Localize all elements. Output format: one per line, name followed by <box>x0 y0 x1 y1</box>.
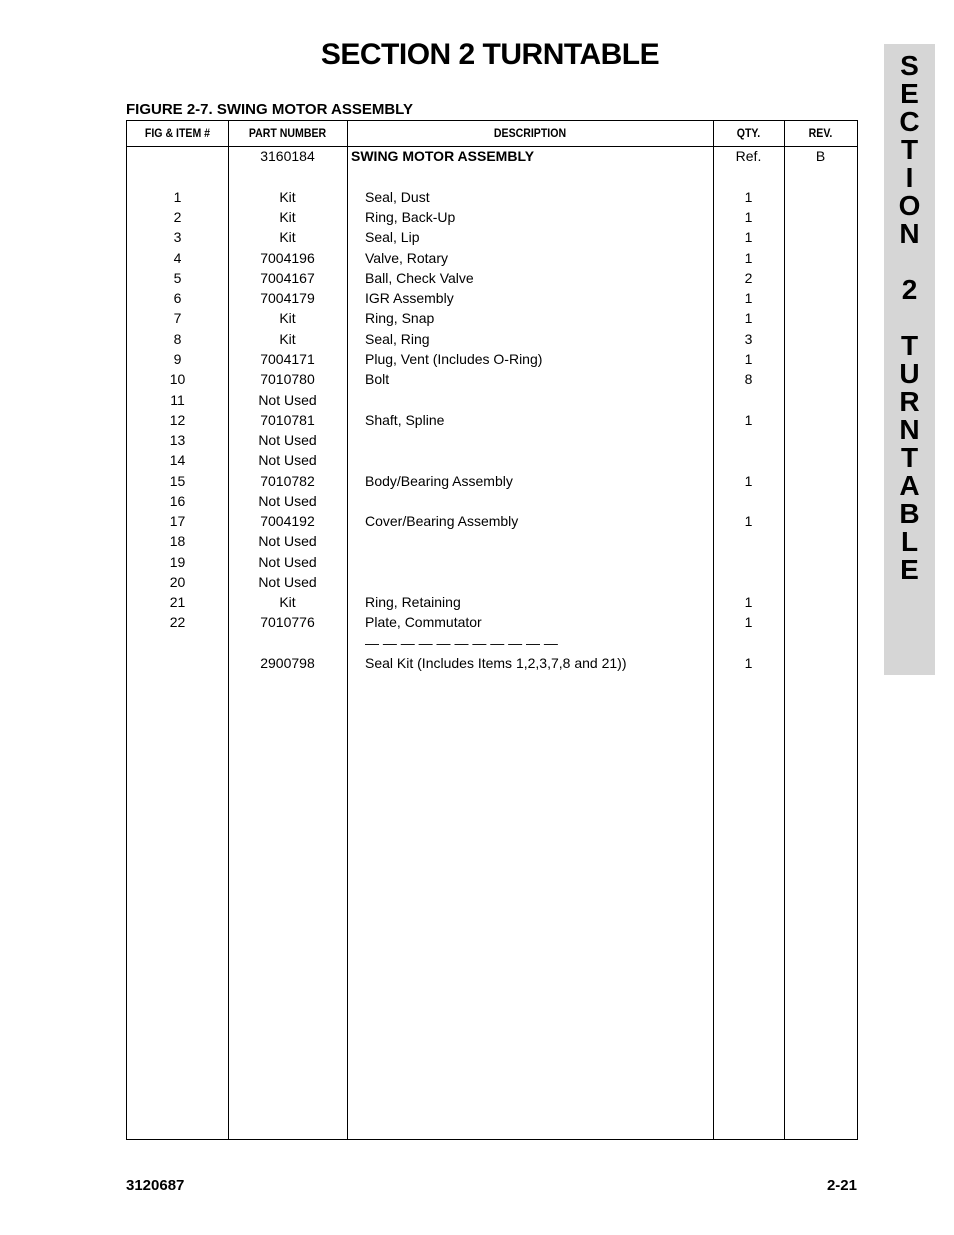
part-number-cell: Kit <box>279 310 296 326</box>
table-row <box>127 329 857 349</box>
table-row <box>127 450 857 470</box>
side-tab-letter: C <box>899 106 920 137</box>
fig-item-cell: 19 <box>169 554 186 570</box>
part-number-cell: Kit <box>279 229 296 245</box>
qty-cell: 1 <box>744 250 753 266</box>
side-tab-letter: U <box>899 358 920 389</box>
description-cell: Seal, Ring <box>365 331 430 347</box>
fig-item-cell: 12 <box>169 412 186 428</box>
fig-item-cell: 22 <box>169 614 186 630</box>
table-row <box>127 531 857 551</box>
table-row <box>127 227 857 247</box>
table-row <box>127 146 857 166</box>
qty-cell: 1 <box>744 310 753 326</box>
part-number-cell: Not Used <box>258 574 317 590</box>
header-rev: REV. <box>808 126 833 140</box>
header-part-number: PART NUMBER <box>248 126 327 140</box>
qty-cell: 1 <box>744 209 753 225</box>
table-header <box>127 121 857 147</box>
part-number-cell: Not Used <box>258 493 317 509</box>
part-number-cell: 7004192 <box>260 513 315 529</box>
description-cell: Valve, Rotary <box>365 250 448 266</box>
qty-cell: 1 <box>744 351 753 367</box>
fig-item-cell: 4 <box>173 250 182 266</box>
qty-cell: 1 <box>744 513 753 529</box>
section-title: SECTION 2 TURNTABLE <box>320 38 660 71</box>
table-row <box>127 268 857 288</box>
fig-item-cell: 9 <box>173 351 182 367</box>
side-tab-letter: T <box>900 442 919 473</box>
table-row <box>127 592 857 612</box>
side-tab-letter: I <box>905 162 914 193</box>
part-number-cell: Not Used <box>258 432 317 448</box>
qty-cell: 8 <box>744 371 753 387</box>
qty-cell: 1 <box>744 594 753 610</box>
description-cell: Bolt <box>365 371 390 387</box>
side-tab-letter: E <box>900 554 919 585</box>
fig-item-cell: 5 <box>173 270 182 286</box>
description-cell: Shaft, Spline <box>365 412 445 428</box>
table-row <box>127 633 857 653</box>
description-cell: Seal Kit (Includes Items 1,2,3,7,8 and 21)) <box>365 655 627 671</box>
description-cell: Ring, Snap <box>365 310 435 326</box>
part-number-cell: Not Used <box>258 533 317 549</box>
fig-item-cell: 18 <box>169 533 186 549</box>
table-row <box>127 653 857 673</box>
table-row <box>127 572 857 592</box>
fig-item-cell: 2 <box>173 209 182 225</box>
table-row <box>127 390 857 410</box>
part-number-cell: 7004167 <box>260 270 315 286</box>
table-row <box>127 369 857 389</box>
table-row <box>127 248 857 268</box>
figure-title: FIGURE 2-7. SWING MOTOR ASSEMBLY <box>126 101 413 118</box>
side-tab-letter: O <box>898 190 921 221</box>
fig-item-cell: 10 <box>169 371 186 387</box>
section-side-tab <box>884 44 935 675</box>
part-number-cell: Not Used <box>258 452 317 468</box>
fig-item-cell: 1 <box>173 189 182 205</box>
description-cell: Plug, Vent (Includes O-Ring) <box>365 351 543 367</box>
side-tab-letter: 2 <box>901 274 918 305</box>
description-cell: Plate, Commutator <box>365 614 482 630</box>
fig-item-cell: 8 <box>173 331 182 347</box>
qty-cell: 1 <box>744 655 753 671</box>
side-tab-letter: N <box>899 414 920 445</box>
qty-cell: 1 <box>744 473 753 489</box>
side-tab-letter: T <box>900 134 919 165</box>
fig-item-cell: 11 <box>170 392 185 408</box>
description-cell: Ring, Back-Up <box>365 209 456 225</box>
description-cell: Body/Bearing Assembly <box>365 473 513 489</box>
description-cell: — — — — — — — — — — — <box>365 635 558 651</box>
description-cell: Cover/Bearing Assembly <box>365 513 519 529</box>
side-tab-letter: S <box>900 50 919 81</box>
table-row <box>127 430 857 450</box>
part-number-cell: Not Used <box>258 554 317 570</box>
part-number-cell: Not Used <box>258 392 317 408</box>
part-number-cell: 7010782 <box>260 473 315 489</box>
side-tab-letter: T <box>900 330 919 361</box>
qty-cell: 2 <box>744 270 753 286</box>
header-fig-item: FIG & ITEM # <box>144 126 211 140</box>
description-cell: SWING MOTOR ASSEMBLY <box>351 148 535 164</box>
part-number-cell: 7004179 <box>260 290 315 306</box>
parts-table <box>126 120 858 1140</box>
fig-item-cell: 21 <box>169 594 186 610</box>
document-number: 3120687 <box>126 1177 185 1194</box>
fig-item-cell: 6 <box>173 290 182 306</box>
part-number-cell: Kit <box>279 594 296 610</box>
description-cell: Seal, Dust <box>365 189 430 205</box>
side-tab-letter: A <box>899 470 920 501</box>
qty-cell: 1 <box>744 290 753 306</box>
side-tab-letter: L <box>900 526 919 557</box>
page-number: 2-21 <box>826 1177 857 1194</box>
qty-cell: 1 <box>744 229 753 245</box>
part-number-cell: 2900798 <box>260 655 315 671</box>
description-cell: Ball, Check Valve <box>365 270 474 286</box>
qty-cell: 1 <box>744 189 753 205</box>
table-row <box>127 308 857 328</box>
table-row <box>127 410 857 430</box>
table-row <box>127 511 857 531</box>
fig-item-cell: 20 <box>169 574 186 590</box>
side-tab-letter: B <box>899 498 920 529</box>
table-row <box>127 491 857 511</box>
table-row <box>127 207 857 227</box>
header-description: DESCRIPTION <box>493 126 567 140</box>
part-number-cell: 7010781 <box>260 412 315 428</box>
description-cell: Ring, Retaining <box>365 594 461 610</box>
table-row <box>127 552 857 572</box>
table-row <box>127 288 857 308</box>
fig-item-cell: 15 <box>169 473 186 489</box>
qty-cell: 3 <box>744 331 753 347</box>
rev-cell: B <box>815 148 826 164</box>
table-row <box>127 471 857 491</box>
header-qty: QTY. <box>736 126 761 140</box>
side-tab-letter: N <box>899 218 920 249</box>
qty-cell: 1 <box>744 614 753 630</box>
part-number-cell: Kit <box>279 331 296 347</box>
fig-item-cell: 13 <box>169 432 186 448</box>
description-cell: IGR Assembly <box>365 290 454 306</box>
fig-item-cell: 3 <box>173 229 182 245</box>
description-cell: Seal, Lip <box>365 229 420 245</box>
side-tab-letter: E <box>900 78 919 109</box>
part-number-cell: 7010776 <box>260 614 315 630</box>
qty-cell: 1 <box>744 412 753 428</box>
part-number-cell: 7010780 <box>260 371 315 387</box>
qty-cell: Ref. <box>735 148 762 164</box>
fig-item-cell: 14 <box>169 452 186 468</box>
part-number-cell: Kit <box>279 189 296 205</box>
part-number-cell: Kit <box>279 209 296 225</box>
fig-item-cell: 7 <box>173 310 182 326</box>
table-row <box>127 349 857 369</box>
fig-item-cell: 16 <box>169 493 186 509</box>
fig-item-cell: 17 <box>169 513 186 529</box>
side-tab-letter: R <box>899 386 920 417</box>
part-number-cell: 3160184 <box>260 148 315 164</box>
part-number-cell: 7004171 <box>260 351 315 367</box>
part-number-cell: 7004196 <box>260 250 315 266</box>
table-row <box>127 187 857 207</box>
table-row <box>127 612 857 632</box>
